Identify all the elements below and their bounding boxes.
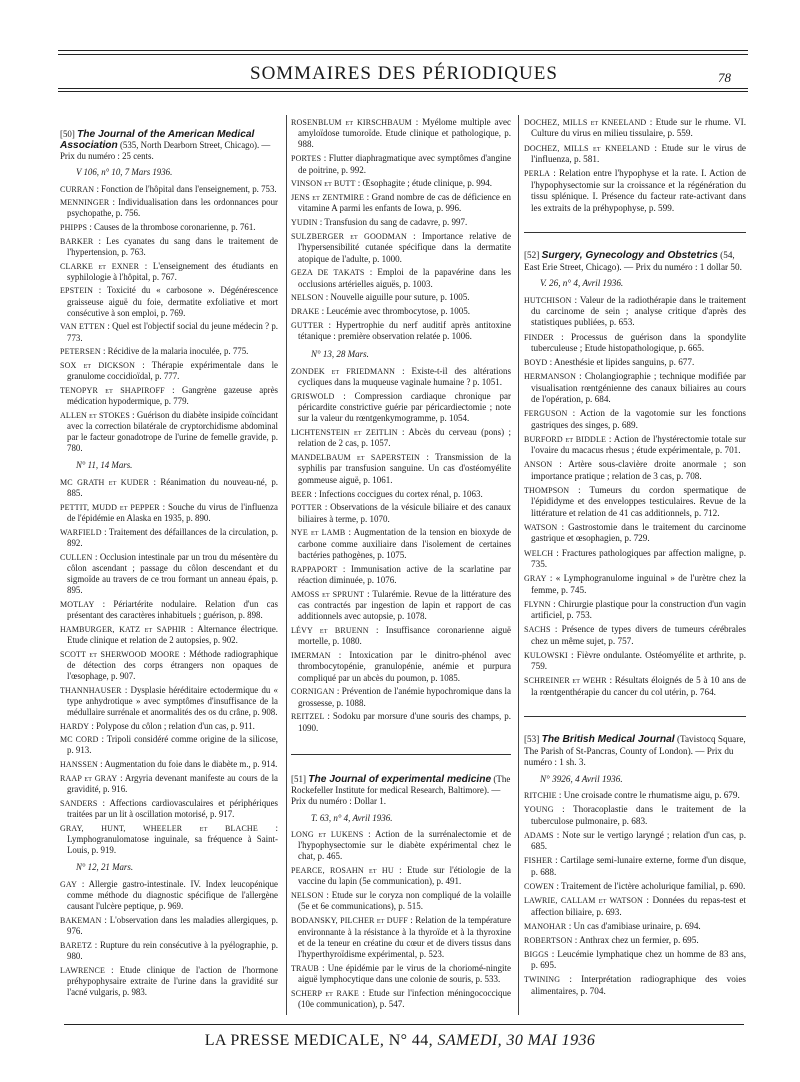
article-authors: TRAUB	[291, 963, 319, 973]
article-entry	[60, 798, 278, 820]
article-entry	[291, 192, 511, 214]
article-authors: POTTER	[291, 503, 323, 513]
article-entry	[291, 988, 511, 1010]
article-authors: BARETZ	[60, 940, 93, 950]
article-entry	[60, 477, 278, 499]
article-entry	[291, 650, 511, 684]
article-title: : Guérison du diabète insipide coïncidant avec la correction bilatérale de cryptorchidisme abdominal par le facteur gonadotrope de l'urine de femelle gravide, p. 780.	[67, 409, 278, 454]
article-entry	[524, 485, 746, 519]
article-title: : Artère sous-clavière droite anormale ; son importance pratique ; relation de 3 cas, p. 708.	[531, 459, 746, 481]
article-authors: FISHER	[524, 856, 553, 866]
article-title: : Emploi de la papavérine dans les occlusions artérielles aiguës, p. 1003.	[298, 267, 511, 289]
article-authors: YUDIN	[291, 218, 318, 228]
article-title: : Gastrostomie dans le traitement du carcinome gastrique et œsophagien, p. 729.	[531, 521, 746, 544]
section-52-heading: [52] Surgery, Gynecology and Obstetrics (54, East Erie Street, Chicago). — Prix du numéro : 1 dollar 50.	[524, 250, 742, 272]
article-authors: ADAMS	[524, 830, 554, 840]
article-authors: TENOPYR et SHAPIROFF	[60, 385, 165, 395]
article-title: : Traitement de l'ictère acholurique familial, p. 690.	[554, 881, 746, 892]
article-entry	[524, 143, 746, 166]
article-entry	[291, 217, 511, 228]
article-title: : Occlusion intestinale par un trou du mésentère du côlon ascendant ; passage du côlon descendant et du sigmoïde au travers de ce trou formant un anneau épais, p. 895.	[67, 551, 278, 596]
article-entry	[60, 734, 278, 756]
article-title: : Polypose du côlon ; relation d'un cas, p. 911.	[89, 720, 255, 731]
header-rule-top	[58, 50, 748, 51]
column-divider-2	[518, 115, 519, 1015]
article-title: : Tularémie. Revue de la littérature des cas contractés par ingestion de lapin et rapport de cas additionnels avec autopsie, p. 1078.	[298, 588, 511, 622]
article-entry	[291, 829, 511, 863]
article-authors: DOCHEZ, MILLS et KNEELAND	[524, 143, 650, 153]
article-title: : Flutter diaphragmatique avec symptômes d'angine de poitrine, p. 992.	[298, 153, 511, 175]
article-title: : Existe-t-il des altérations cycliques dans la muqueuse vaginale humaine ? p. 1051.	[298, 365, 511, 388]
footer-date: SAMEDI, 30 MAI 1936	[437, 1032, 596, 1049]
article-title: : Quel est l'objectif social du jeune médecin ? p. 773.	[67, 321, 279, 343]
article-authors: EPSTEIN	[60, 286, 94, 296]
article-title: : Œsophagite ; étude clinique, p. 994.	[355, 178, 493, 189]
issue-heading: N° 12, 21 Mars.	[76, 861, 134, 872]
article-authors: BURFORD et BIDDLE	[524, 434, 607, 444]
article-entry	[524, 921, 746, 932]
article-entry	[60, 236, 278, 258]
article-authors: HUTCHISON	[524, 295, 572, 305]
article-title: : Leucémie avec thrombocytose, p. 1005.	[319, 306, 471, 317]
article-title: : Insuffisance coronarienne aiguë mortelle, p. 1080.	[298, 625, 511, 647]
article-authors: HANSSEN	[60, 760, 98, 770]
article-title: : Fractures pathologiques par affection maligne, p. 735.	[531, 547, 746, 570]
article-title: : Grand nombre de cas de déficience en vitamine A parmi les enfants de Iowa, p. 996.	[298, 192, 511, 214]
article-authors: PETERSEN	[60, 347, 101, 357]
article-authors: DRAKE	[291, 307, 320, 317]
article-entry	[60, 321, 278, 343]
article-entry	[60, 759, 278, 770]
article-title: : Alternance électrique. Etude clinique et relation de 2 autopsies, p. 902.	[67, 623, 279, 645]
article-entry	[524, 522, 746, 545]
article-entry	[291, 502, 511, 524]
article-entry	[291, 686, 511, 708]
article-authors: CORNIGAN	[291, 687, 335, 697]
article-title: : L'observation dans les maladies allergiques, p. 976.	[67, 915, 278, 937]
article-title: : Tumeurs du cordon spermatique de l'épididyme et des enveloppes testiculaires. Revue de la littérature et relation de 41 cas additionnels, p. 712.	[531, 484, 746, 518]
article-entry	[524, 949, 746, 972]
issue-heading: N° 11, 14 Mars.	[76, 460, 133, 471]
article-authors: MOTLAY	[60, 599, 95, 609]
article-title: : Observations de la vésicule biliaire et des canaux biliaires à terme, p. 1070.	[298, 502, 511, 524]
article-entry	[60, 721, 278, 732]
article-entry	[60, 527, 278, 549]
article-authors: LÉVY et BRUENN	[291, 626, 369, 636]
section-51-heading: [51] The Journal of experimental medicine (The Rockefeller Institute for medical Research, Baltimore). — Prix du numéro : Dollar 1.	[291, 773, 511, 807]
article-title: : Intoxication par le dinitro-phénol avec thrombocytopénie, granulopénie, anémie et purpura compliqué par un abcès du poumon, p. 1085.	[298, 650, 511, 683]
section-divider	[524, 232, 746, 234]
article-list	[524, 790, 746, 997]
article-title: : Tripoli considéré comme origine de la silicose, p. 913.	[67, 734, 279, 756]
article-list	[60, 184, 278, 455]
article-list	[60, 879, 278, 998]
article-authors: SACHS	[524, 625, 551, 635]
article-entry	[60, 940, 278, 962]
article-entry	[60, 965, 278, 998]
article-authors: FERGUSON	[524, 409, 568, 419]
article-title: : Résultats éloignés de 5 à 10 ans de la rœntgenthérapie du cancer du col utérin, p. 764.	[531, 675, 746, 697]
article-authors: PETTIT, MUDD et PEPPER	[60, 503, 160, 513]
article-title: : Causes de la thrombose coronarienne, p. 761.	[87, 222, 256, 233]
article-authors: FLYNN	[524, 599, 551, 609]
article-authors: LICHTENSTEIN et ZEITLIN	[291, 428, 398, 438]
article-list	[524, 117, 746, 214]
page-number: 78	[718, 70, 731, 85]
article-authors: YOUNG	[524, 805, 554, 815]
article-authors: BODANSKY, PILCHER et DUFF	[291, 916, 408, 926]
article-entry	[60, 360, 278, 382]
article-entry	[524, 295, 746, 329]
article-authors: VINSON et BUTT	[291, 179, 356, 189]
article-entry	[291, 427, 511, 449]
article-entry	[524, 974, 746, 997]
article-authors: LAWRENCE	[60, 965, 105, 975]
article-authors: HARDY	[60, 721, 90, 731]
article-authors: CLARKE et EXNER	[60, 261, 140, 271]
article-authors: GRAY, HUNT, WHEELER et BLACHE	[60, 823, 258, 833]
article-title: : Rupture du rein consécutive à la pyélographie, p. 980.	[67, 939, 278, 961]
article-title: : Une épidémie par le virus de la choriomé-ningite aiguë lymphocytique dans une colonie de souris, p. 533.	[298, 962, 511, 985]
article-authors: DOCHEZ, MILLS et KNEELAND	[524, 118, 647, 127]
article-title: : Gangrène gazeuse après médication hypodermique, p. 779.	[67, 384, 278, 406]
article-title: : Traitement des défaillances de la circulation, p. 892.	[67, 527, 278, 549]
header-rule-bottom	[58, 88, 748, 89]
article-authors: GRAY	[524, 574, 547, 584]
article-entry	[524, 599, 746, 622]
article-authors: COWEN	[524, 882, 555, 892]
article-title: : Récidive de la malaria inoculée, p. 775.	[100, 346, 249, 357]
page-title: SOMMAIRES DES PÉRIODIQUES	[250, 63, 558, 84]
article-title: : Une croisade contre le rhumatisme aigu, p. 679.	[556, 790, 740, 801]
article-title: : Abcès du cerveau (pons) ; relation de 2 cas, p. 1057.	[298, 427, 512, 449]
column-2	[291, 117, 511, 1013]
article-list	[291, 117, 511, 343]
article-title: : Nouvelle aiguille pour suture, p. 1005.	[323, 292, 470, 303]
article-authors: BARKER	[60, 236, 94, 246]
article-entry	[60, 773, 278, 795]
article-entry	[524, 881, 746, 892]
article-entry	[291, 391, 511, 425]
article-title: : Cartilage semi-lunaire externe, forme d'un disque, p. 688.	[531, 855, 746, 877]
article-title: : Action de l'hystérectomie totale sur l'ovaire du macacus rhesus ; étude expérimentale, p. 701.	[531, 433, 746, 456]
article-authors: ROBERTSON	[524, 935, 573, 945]
article-authors: PEARCE, ROSAHN et HU	[291, 866, 394, 876]
article-list	[60, 477, 278, 856]
article-title: : L'enseignement des étudiants en syphilologie à l'hôpital, p. 767.	[67, 260, 278, 282]
article-authors: GRISWOLD	[291, 391, 335, 401]
article-entry	[524, 830, 746, 853]
article-authors: PERLA	[524, 169, 551, 179]
article-authors: ALLEN et STOKES	[60, 410, 130, 420]
article-title: : Augmentation du foie dans le diabète m., p. 914.	[97, 759, 278, 770]
article-entry	[60, 552, 278, 597]
article-entry	[524, 935, 746, 946]
article-authors: MANOHAR	[524, 921, 567, 931]
article-entry	[291, 231, 511, 265]
article-title: : Prévention de l'anémie hypochromique dans la grossesse, p. 1088.	[298, 686, 511, 708]
article-list	[291, 366, 511, 734]
article-title: : Infections coccigues du cortex rénal, p. 1063.	[312, 488, 483, 499]
article-authors: GUTTER	[291, 321, 324, 331]
article-entry	[60, 915, 278, 937]
article-entry	[291, 117, 511, 151]
article-authors: ROSENBLUM et KIRSCHBAUM	[291, 118, 412, 127]
article-entry	[524, 548, 746, 571]
article-title: : Les cyanates du sang dans le traitement de l'hypertension, p. 763.	[67, 235, 278, 257]
article-entry	[60, 197, 278, 219]
article-entry	[291, 178, 511, 189]
article-entry	[291, 625, 511, 647]
article-entry	[291, 963, 511, 985]
article-title: : Fièvre ondulante. Ostéomyélite et arthrite, p. 759.	[531, 649, 746, 672]
article-entry	[291, 890, 511, 912]
article-authors: LAWRIE, CALLAM et WATSON	[524, 896, 643, 906]
article-list	[524, 295, 746, 699]
section-50-heading: [50] The Journal of the American Medical Association (535, North Dearborn Street, Chicago). — Prix du numéro : 25 cents.	[60, 129, 271, 162]
article-title: : Individualisation dans les ordonnances pour psychopathe, p. 756.	[67, 197, 278, 219]
article-title: : Lymphogranulomatose inguinale, sa fréquence à Saint-Louis, p. 919.	[67, 822, 278, 855]
article-authors: SOX et DICKSON	[60, 361, 136, 370]
article-authors: CULLEN	[60, 552, 93, 562]
column-divider-1	[286, 115, 287, 1015]
article-entry	[291, 452, 511, 486]
article-authors: RAAP et GRAY	[60, 773, 118, 783]
article-entry	[60, 285, 278, 318]
issue-heading: N° 13, 28 Mars.	[311, 348, 369, 359]
article-title: : Note sur le vertigo laryngé ; relation d'un cas, p. 685.	[531, 829, 746, 852]
article-entry	[60, 502, 278, 524]
article-title: : Dysplasie héréditaire ectodermique du « type anhydrotique » avec symptômes d'insuffisance de la médullaire surrénale et anormalités des os du crâne, p. 908.	[67, 684, 278, 717]
article-authors: HERMANSON	[524, 372, 577, 382]
article-authors: NELSON	[291, 891, 324, 901]
article-authors: REITZEL	[291, 712, 325, 722]
article-authors: MANDELBAUM et SAPERSTEIN	[291, 453, 420, 463]
issue-heading: V. 26, n° 4, Avril 1936.	[540, 278, 624, 289]
article-entry	[524, 332, 746, 355]
article-title: : Etude sur le rhume. VI. Culture du virus en milieu tissulaire, p. 559.	[531, 117, 746, 139]
article-entry	[60, 184, 278, 195]
article-entry	[524, 855, 746, 878]
article-entry	[291, 366, 511, 388]
article-entry	[524, 790, 746, 801]
article-entry	[524, 357, 746, 368]
article-title: : Relation de la température environnante à la résistance à la thyroïde et à la thyroxine et de la teneur en créatine du cœur et de divers tissus dans l'hyperthyroïdisme expérimental, p. 523.	[298, 915, 511, 960]
article-entry	[291, 489, 511, 500]
article-title: : Relation entre l'hypophyse et la rate. I. Action de l'hypophysectomie sur la croissance et la régénération du tissu splénique. I. Présence du facteur rate-activant dans les extraits de la préhypophyse, p. 599.	[531, 168, 746, 213]
header-rule-bottom-2	[58, 91, 748, 92]
article-entry	[291, 153, 511, 175]
article-authors: PORTES	[291, 154, 322, 164]
article-entry	[60, 261, 278, 283]
section-53-heading: [53] The British Medical Journal (Tavistocq Square, The Parish of St-Pancras, County of London). — Prix du numéro : 1 sh. 3.	[524, 734, 746, 768]
article-title: : Anesthésie et lipides sanguins, p. 677.	[547, 357, 695, 368]
issue-heading: N° 3926, 4 Avril 1936.	[540, 773, 623, 784]
article-entry	[291, 589, 511, 623]
issue-heading: T. 63, n° 4, Avril 1936.	[311, 812, 393, 823]
article-authors: TWINING	[524, 975, 561, 985]
article-title: : « Lymphogranulome inguinal » de l'urètre chez la femme, p. 745.	[531, 573, 746, 595]
article-title: : Toxicité du « carbosone ». Dégénérescence graisseuse aiguë du foie, dermatite exfoliative et mort consécutive à son emploi, p. 769.	[67, 285, 278, 318]
article-title: : Augmentation de la tension en bioxyde de carbone comme auxiliaire dans l'isolement de certaines bactéries pathogènes, p. 1075.	[298, 527, 511, 560]
article-entry	[60, 624, 278, 646]
article-authors: GAY	[60, 880, 78, 890]
article-title: : Données du repas-test et affection biliaire, p. 693.	[531, 895, 746, 917]
article-authors: BEER	[291, 489, 313, 499]
article-authors: KULOWSKI	[524, 650, 568, 660]
article-title: : Fonction de l'hôpital dans l'enseignement, p. 753.	[94, 183, 277, 194]
article-authors: NYE et LAMB	[291, 528, 346, 538]
article-entry	[291, 527, 511, 561]
article-title: : Myélome multiple avec amyloïdose tumoroïde. Etude clinique et pathologique, p. 988.	[298, 117, 511, 150]
article-authors: WARFIELD	[60, 528, 102, 537]
article-authors: BIGGS	[524, 949, 549, 959]
footer-line	[0, 1032, 800, 1050]
article-authors: CURRAN	[60, 184, 95, 194]
article-entry	[524, 459, 746, 482]
article-authors: VAN ETTEN	[60, 322, 106, 332]
article-entry	[60, 879, 278, 912]
header-rule-2	[58, 54, 748, 55]
article-authors: LONG et LUKENS	[291, 829, 364, 839]
article-entry	[60, 410, 278, 455]
section-divider	[291, 754, 511, 756]
article-authors: PHIPPS	[60, 223, 88, 233]
article-title: : Thérapie expérimentale dans le granulome coccidioïdal, p. 777.	[67, 360, 278, 382]
article-title: : Action de la vagotomie sur les fonctions gastriques des singes, p. 689.	[531, 408, 746, 430]
article-entry	[524, 804, 746, 827]
article-title: : Réanimation du nouveau-né, p. 885.	[67, 477, 278, 499]
article-authors: GEZA DE TAKATS	[291, 268, 365, 278]
section-divider	[524, 716, 746, 718]
article-authors: BAKEMAN	[60, 916, 102, 925]
article-entry	[291, 267, 511, 289]
article-title: : Action de la surrénalectomie et de l'hypophysectomie sur le diabète expérimental chez le chat, p. 465.	[298, 828, 511, 862]
article-authors: ANSON	[524, 460, 553, 470]
article-title: : Transfusion du sang de cadavre, p. 997.	[317, 217, 468, 228]
article-title: : Anthrax chez un fermier, p. 695.	[572, 934, 699, 945]
article-title: : Souche du virus de l'influenza de l'épidémie en Alaska en 1935, p. 890.	[67, 502, 278, 524]
article-title: : Importance relative de l'hypersensibilité cutanée spécifique dans la dermatite atopique de l'adulte, p. 1000.	[298, 231, 511, 264]
article-authors: RITCHIE	[524, 791, 557, 801]
article-authors: IMERMAN	[291, 651, 331, 661]
footer-rule	[64, 1024, 744, 1025]
footer-journal: LA PRESSE MEDICALE, N° 44,	[204, 1032, 438, 1049]
article-title: : Hypertrophie du nerf auditif après antitoxine tétanique : première observation relatée p. 1006.	[298, 320, 511, 342]
article-entry	[524, 408, 746, 431]
article-authors: SCHERP et RAKE	[291, 988, 359, 998]
article-title: : Valeur de la radiothérapie dans le traitement du carcinome de sein ; analyse critique d'après des statistiques publiées, p. 653.	[531, 294, 746, 328]
article-authors: RAPPAPORT	[291, 564, 338, 574]
article-entry	[60, 346, 278, 357]
article-title: : Etude sur l'infection méningococcique (10e communication), p. 547.	[298, 987, 511, 1010]
column-1	[60, 129, 278, 1001]
article-title: : Thoracoplastie dans le traitement de la tuberculose pulmonaire, p. 683.	[531, 804, 746, 826]
article-list	[291, 829, 511, 1010]
article-entry	[524, 573, 746, 596]
article-authors: WELCH	[524, 548, 554, 558]
article-title: : Sodoku par morsure d'une souris des champs, p. 1090.	[298, 711, 511, 733]
article-title: : Cholangiographie ; technique modifiée par visualisation rœntgénienne des canaux biliaires au cours de l'opération, p. 684.	[531, 371, 746, 405]
article-entry	[291, 564, 511, 586]
article-entry	[60, 685, 278, 718]
article-entry	[291, 320, 511, 342]
article-authors: HAMBURGER, KATZ et SAPHIR	[60, 624, 187, 634]
article-entry	[524, 624, 746, 647]
issue-heading: V 106, n° 10, 7 Mars 1936.	[76, 167, 173, 178]
article-authors: BOYD	[524, 358, 548, 368]
article-title: : Argyria devenant manifeste au cours de la gravidité, p. 916.	[67, 772, 278, 794]
column-3	[524, 117, 746, 1000]
article-title: : Présence de types divers de tumeurs cérébrales chez un même sujet, p. 757.	[531, 624, 746, 646]
article-entry	[60, 649, 278, 682]
article-authors: THANNHAUSER	[60, 685, 122, 695]
article-entry	[291, 865, 511, 887]
article-title: : Allergie gastro-intestinale. IV. Index leucopénique comme méthode du diagnostic spécifique de l'allergène causant l'ulcère peptique, p. 969.	[67, 879, 278, 912]
article-title: : Compression cardiaque chronique par péricardite constrictive guérie par péricardiectomie ; note sur la valeur du rœntgenkymogramme, p. 1054.	[298, 390, 511, 424]
article-entry	[291, 306, 511, 317]
article-title: : Un cas d'amibiase urinaire, p. 694.	[566, 920, 701, 931]
article-title: : Interprétation radiographique des voies alimentaires, p. 704.	[531, 974, 746, 996]
article-authors: SULZBERGER et GOODMAN	[291, 232, 407, 242]
article-authors: THOMPSON	[524, 485, 570, 495]
article-entry	[291, 292, 511, 303]
article-entry	[60, 823, 278, 856]
article-entry	[60, 222, 278, 233]
article-authors: NELSON	[291, 293, 324, 303]
article-entry	[524, 650, 746, 673]
article-entry	[524, 675, 746, 698]
article-title: : Etude sur le coryza non compliqué de la volaille (5e et 6e communications), p. 515.	[298, 890, 511, 912]
article-title: : Processus de guérison dans la spondylite tuberculeuse ; Etude histopathologique, p. 665.	[531, 331, 746, 354]
article-authors: AMOSS et SPRUNT	[291, 589, 365, 599]
article-title: : Méthode radiographique de détection des corps étrangers non opaques de l'œsophage, p. 907.	[67, 648, 278, 681]
article-authors: WATSON	[524, 522, 558, 532]
article-title: : Etude sur l'étiologie de la vaccine du lapin (5e communication), p. 491.	[298, 865, 511, 887]
article-entry	[524, 895, 746, 918]
article-entry	[524, 434, 746, 457]
article-authors: JENS et ZENTMIRE	[291, 193, 365, 203]
article-authors: MENNINGER	[60, 198, 110, 208]
article-title: : Transmission de la syphilis par transfusion sanguine. Un cas d'ostéomyélite gommeuse aiguë, p. 1061.	[298, 452, 512, 485]
article-entry	[60, 599, 278, 621]
article-entry	[291, 915, 511, 960]
article-title: : Affections cardiovasculaires et périphériques traitées par un lit à oscillation motorisé, p. 917.	[67, 797, 278, 819]
article-entry	[524, 168, 746, 214]
article-authors: SCOTT et SHERWOOD MOORE	[60, 649, 180, 659]
article-authors: SCHREINER et WEHR	[524, 676, 607, 686]
article-title: : Leucémie lymphatique chez un homme de 83 ans, p. 695.	[531, 948, 746, 971]
article-entry	[291, 711, 511, 733]
article-authors: SANDERS	[60, 798, 98, 808]
article-authors: ZONDEK et FRIEDMANN	[291, 366, 396, 376]
article-authors: MC CORD	[60, 735, 99, 745]
article-authors: FINDER	[524, 332, 554, 342]
article-authors: MC GRATH et KUDER	[60, 478, 150, 488]
article-entry	[524, 117, 746, 140]
article-entry	[524, 371, 746, 405]
article-title: : Chirurgie plastique pour la construction d'un vagin artificiel, p. 753.	[531, 598, 746, 621]
article-entry	[60, 385, 278, 407]
article-title: : Immunisation active de la scarlatine par réaction diminuée, p. 1076.	[298, 563, 511, 585]
article-title: : Périartérite nodulaire. Relation d'un cas présentant des caractères inhabituels ; guérison, p. 898.	[67, 598, 278, 621]
article-title: : Etude clinique de l'action de l'hormone préhypophysaire extraite de l'urine dans la gravidité sur l'acné vulgaris, p. 983.	[67, 964, 278, 997]
article-title: : Etude sur le virus de l'influenza, p. 581.	[531, 142, 746, 165]
